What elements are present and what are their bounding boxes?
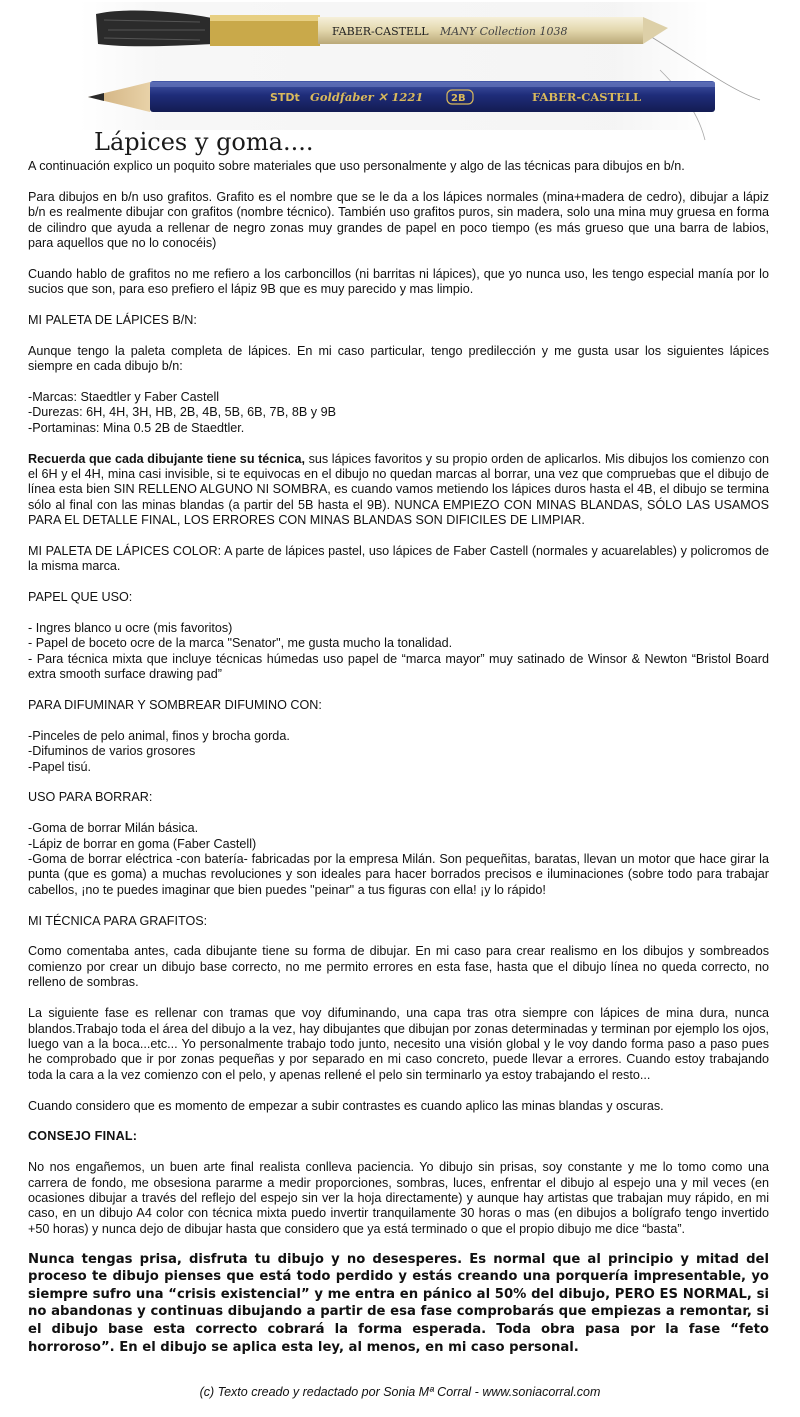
heading-tecnica: MI TÉCNICA PARA GRAFITOS: (28, 913, 208, 928)
list-item: -Goma de borrar Milán básica. (28, 821, 199, 836)
list-item: - Para técnica mixta que incluye técnicas húmedas uso papel de “marca mayor” muy satinado de Winsor & Newton “Bristol Board extra smooth surface drawing pad” (28, 651, 769, 682)
pencil-model-text: Goldfaber ✕ 1221 (310, 90, 424, 104)
brush-brand-text: FABER-CASTELL (332, 25, 429, 38)
borrar-list (28, 821, 769, 898)
grafitos-paragraph: Para dibujos en b/n uso grafitos. Grafito es el nombre que se le da a los lápices normales (mina+madera de cedro), dibujar a lápiz b/n es realmente dibujar con grafitos (nombre técnico). También uso grafitos puros, sin madera, solo una mina muy gruesa en forma de cilindro que ayuda a rellenar de negro zonas muy grandes de papel en poco tiempo (es más grueso que una barra de labios, para aquellos que no lo conocéis) (28, 189, 769, 251)
list-item: - Ingres blanco u ocre (mis favoritos) (28, 621, 233, 636)
tecnica-paragraph-2: La siguiente fase es rellenar con tramas que voy difuminando, una capa tras otra siempre con lápices de mina dura, nunca blandos.Trabajo toda el área del dibujo a la vez, hay dibujantes que dibujan por zonas determinadas y terminan por ejemplo los ojos, luego van a la boca...etc... Yo personalmente trabajo todo junto, necesito una visión global y le voy dando forma paso a paso pues he comprobado que ir por zonas pequeñas y por separado en mi caso concreto, puede llevar a errores. Cuando estoy trabajando toda la cara a la vez comienzo con el pelo, y apenas rellené el pelo sin terminarlo ya estoy trabajando el resto... (28, 1006, 769, 1082)
list-item: -Portaminas: Mina 0.5 2B de Staedtler. (28, 420, 245, 435)
pencil-grade-text: 2B (451, 93, 466, 104)
papel-list (28, 621, 769, 683)
article-body (28, 159, 769, 1371)
recuerda-paragraph (28, 452, 769, 529)
heading-paleta-bn: MI PALETA DE LÁPICES B/N: (28, 313, 197, 328)
recuerda-text: sus lápices favoritos y su propio orden de aplicarlos. Mis dibujos los comienzo con el 6H y el 4H, mina casi invisible, si te equivocas en el dibujo no quedan marcas al borrar, una vez que compruebas que el dibujo de línea esta bien SIN RELLENO ALGUNO NI SOMBRA, es cuando vamos metiendo los lápices duros hasta el 4B, el dibujo se termina sólo al final con las minas blandas (a partir del 5B hasta el 9B). NUNCA EMPIEZO CON MINAS BLANDAS, SÓLO LAS USAMOS PARA EL DETALLE FINAL, LOS ERRORES CON MINAS BLANDAS SON DIFICILES DE LIMPIAR. (28, 451, 770, 528)
intro-paragraph: A continuación explico un poquito sobre materiales que uso personalmente y algo de las técnicas para dibujos en b/n. (28, 159, 685, 173)
header-pencils-image (0, 0, 800, 162)
pencil-brand-text: FABER-CASTELL (532, 90, 642, 104)
tecnica-paragraph-1: Como comentaba antes, cada dibujante tiene su forma de dibujar. En mi caso para crear realismo en los dibujos y sombreados comienzo por crear un dibujo base correcto, no me permito errores en esta fase, hasta que el dibujo línea no queda correcto, no relleno de sombras. (28, 944, 769, 990)
heading-borrar: USO PARA BORRAR: (28, 790, 153, 805)
list-item: -Papel tisú. (28, 759, 91, 774)
paleta-list (28, 390, 769, 436)
pencil-mark-text: STDt (270, 91, 300, 104)
consejo-paragraph: No nos engañemos, un buen arte final realista conlleva paciencia. Yo dibujo sin prisas, soy constante y me lo tomo como una carrera de fondo, me obsesiona pararme a medir proporciones, sombras, luces, enfrentar el dibujo al espejo una y mil veces (en ocasiones dibujar a través del reflejo del espejo sin ver la hoja directamente) y aunque hay artistas que trabajan muy rápido, en mi caso, en un dibujo A4 color con técnica mixta puedo invertir tranquilamente 30 horas o mas (en dibujos a bolígrafo tengo invertido +50 horas) y nunca dejo de dibujar hasta que considero que ya está terminado o que el propio dibujo me dice “basta”. (28, 1160, 769, 1236)
brush-series-text: MANY Collection 1038 (440, 25, 568, 38)
list-item: -Lápiz de borrar en goma (Faber Castell) (28, 836, 257, 851)
list-item: -Durezas: 6H, 4H, 3H, HB, 2B, 4B, 5B, 6B, 7B, 8B y 9B (28, 405, 336, 420)
page-title: Lápices y goma.... (94, 128, 314, 156)
tecnica-paragraph-3: Cuando considero que es momento de empezar a subir contrastes es cuando aplico las minas blandas y oscuras. (28, 1098, 664, 1113)
credit-line: (c) Texto creado y redactado por Sonia Mª Corral - www.soniacorral.com (199, 1385, 601, 1399)
list-item: -Pinceles de pelo animal, finos y brocha gorda. (28, 728, 290, 743)
list-item: - Papel de boceto ocre de la marca "Senator", me gusta mucho la tonalidad. (28, 636, 453, 651)
heading-consejo: CONSEJO FINAL: (28, 1129, 138, 1144)
list-item: -Difuminos de varios grosores (28, 744, 196, 759)
heading-papel: PAPEL QUE USO: (28, 590, 133, 605)
carboncillos-paragraph: Cuando hablo de grafitos no me refiero a los carboncillos (ni barritas ni lápices), que yo nunca uso, les tengo especial manía por lo sucios que son, para eso prefiero el lápiz 9B que es muy parecido y mas limpio. (28, 266, 769, 297)
color-paragraph: MI PALETA DE LÁPICES COLOR: A parte de lápices pastel, uso lápices de Faber Castell (normales y acuarelables) y policromos de la misma marca. (28, 544, 769, 574)
final-advice-paragraph: Nunca tengas prisa, disfruta tu dibujo y no desesperes. Es normal que al principio y mitad del proceso te dibujo pienses que está todo perdido y estás creando una porquería impresentable, yo siempre sufro una “crisis existencial” y me entra en pánico al 50% del dibujo, PERO ES NORMAL, si no abandonas y continuas dibujando a partir de esa fase comprobarás que empiezas a remontar, si el dibujo base esta correcto cobrará la forma esperada. Toda obra pasa por la fase “feto horroroso”. En el dibujo se aplica esta ley, al menos, en mi caso personal. (28, 1251, 769, 1355)
recuerda-bold-text: Recuerda que cada dibujante tiene su técnica, (28, 451, 306, 466)
paleta-paragraph: Aunque tengo la paleta completa de lápices. En mi caso particular, tengo predilección y me gusta usar los siguientes lápices siempre en cada dibujo b/n: (28, 343, 769, 374)
difuminar-list (28, 729, 769, 775)
pencil-graphic (88, 81, 715, 112)
list-item: -Goma de borrar eléctrica -con batería- fabricadas por la empresa Milán. Son pequeñitas, baratas, llevan un motor que hace girar la punta (que es goma) a muchas revoluciones y son ideales para hacer borrados precisos e iluminaciones (sobre todo para trabajar cabellos, ¡no te puedes imaginar que bien puedes "peinar" a tus figuras con ella! ¡y lo rápido! (28, 852, 769, 897)
heading-difuminar: PARA DIFUMINAR Y SOMBREAR DIFUMINO CON: (28, 698, 322, 713)
list-item: -Marcas: Staedtler y Faber Castell (28, 390, 220, 405)
